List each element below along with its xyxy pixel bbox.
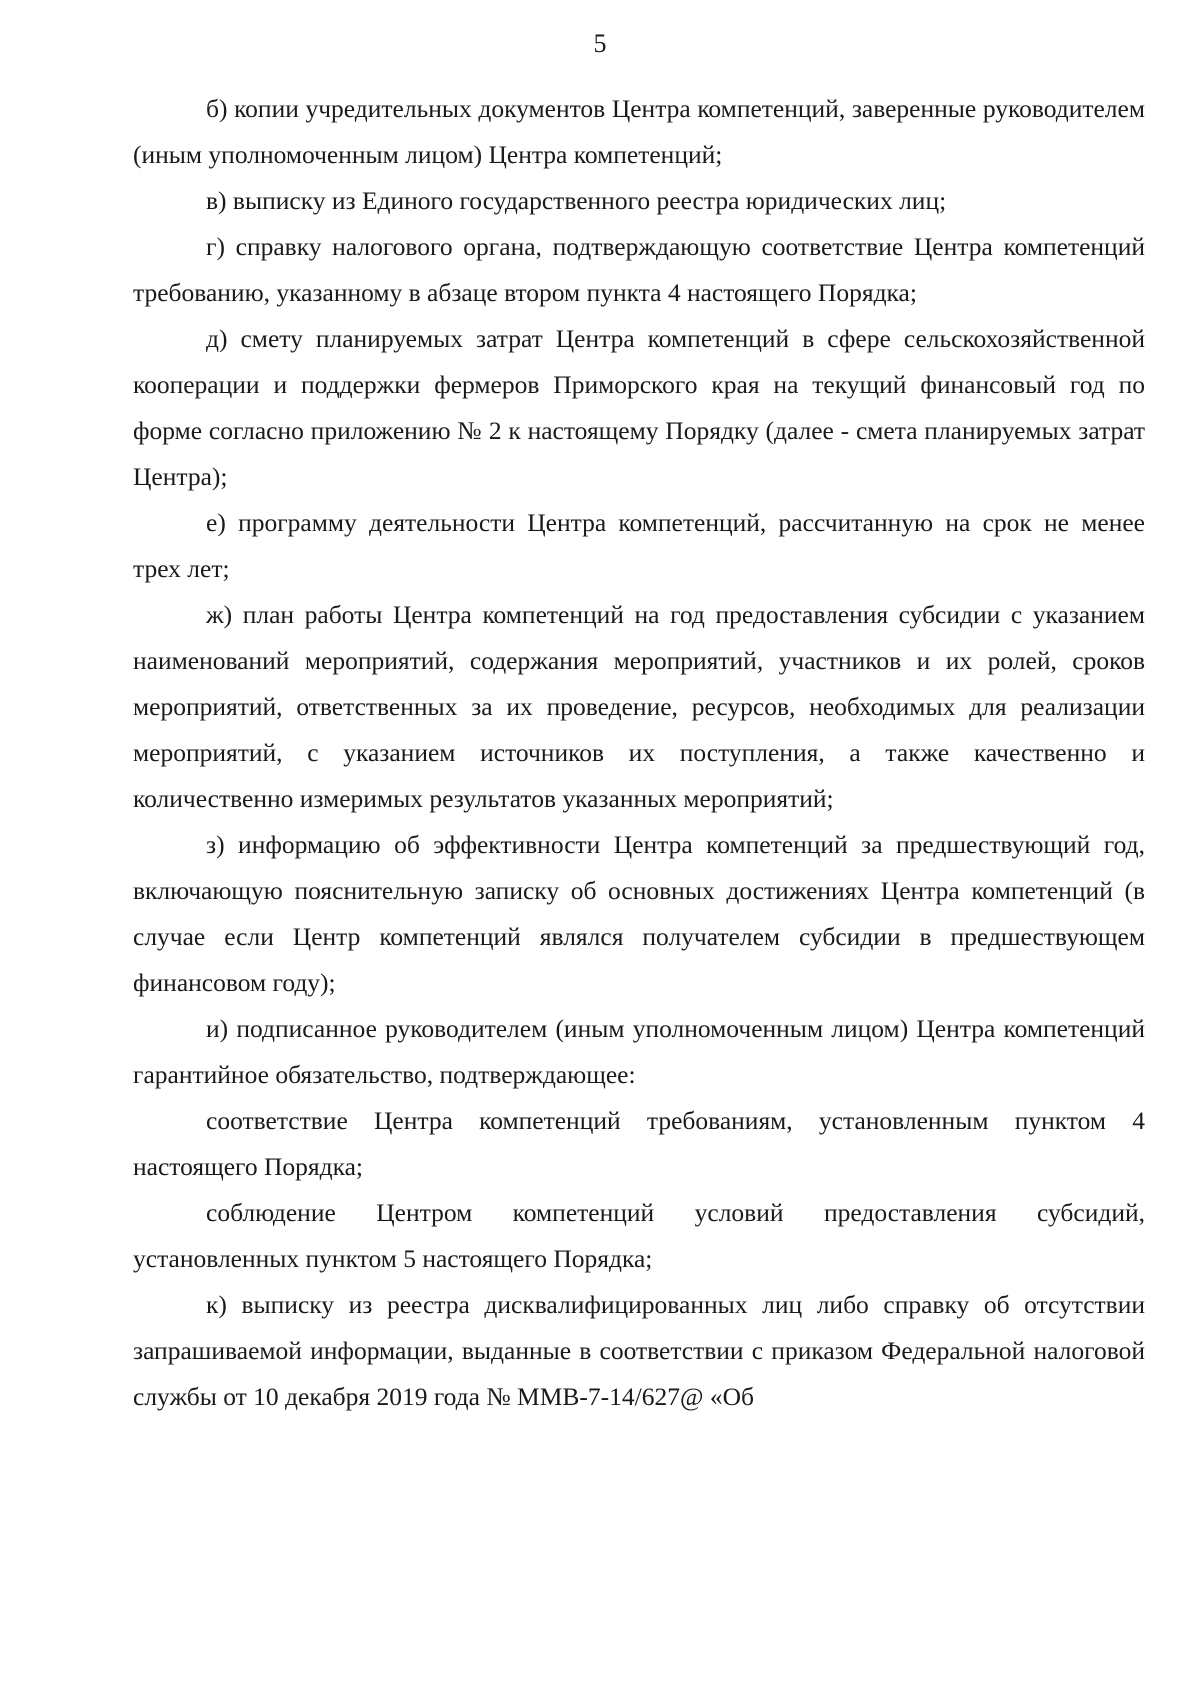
paragraph-i: и) подписанное руководителем (иным уполномоченным лицом) Центра компетенций гарантийное обязательство, подтверждающее:	[133, 1014, 1145, 1089]
paragraph-i-item-1: соответствие Центра компетенций требованиям, установленным пунктом 4 настоящего Порядка;	[133, 1106, 1145, 1181]
paragraph-z: з) информацию об эффективности Центра компетенций за предшествующий год, включающую пояснительную записку об основных достижениях Центра компетенций (в случае если Центр компетенций являлся получателем субсидии в предшествующем финансовом году);	[133, 830, 1145, 997]
document-body	[133, 86, 1145, 1420]
paragraph-g: г) справку налогового органа, подтверждающую соответствие Центра компетенций требованию, указанному в абзаце втором пункта 4 настоящего Порядка;	[133, 232, 1145, 307]
paragraph-e: е) программу деятельности Центра компетенций, рассчитанную на срок не менее трех лет;	[133, 508, 1145, 583]
paragraph-k: к) выписку из реестра дисквалифицированных лиц либо справку об отсутствии запрашиваемой информации, выданные в соответствии с приказом Федеральной налоговой службы от 10 декабря 2019 года № ММВ-7-14/627@ «Об	[133, 1290, 1145, 1411]
paragraph-b: б) копии учредительных документов Центра компетенций, заверенные руководителем (иным уполномоченным лицом) Центра компетенций;	[133, 94, 1145, 169]
paragraph-i-item-2: соблюдение Центром компетенций условий предоставления субсидий, установленных пунктом 5 настоящего Порядка;	[133, 1198, 1145, 1273]
paragraph-v: в) выписку из Единого государственного реестра юридических лиц;	[206, 186, 947, 215]
paragraph-zh: ж) план работы Центра компетенций на год предоставления субсидии с указанием наименований мероприятий, содержания мероприятий, участников и их ролей, сроков мероприятий, ответственных за их проведение, ресурсов, необходимых для реализации мероприятий, с указанием источников их поступления, а также качественно и количественно измеримых результатов указанных мероприятий;	[133, 600, 1145, 813]
page-number: 5	[593, 29, 607, 58]
paragraph-d: д) смету планируемых затрат Центра компетенций в сфере сельскохозяйственной кооперации и поддержки фермеров Приморского края на текущий финансовый год по форме согласно приложению № 2 к настоящему Порядку (далее - смета планируемых затрат Центра);	[133, 324, 1145, 491]
